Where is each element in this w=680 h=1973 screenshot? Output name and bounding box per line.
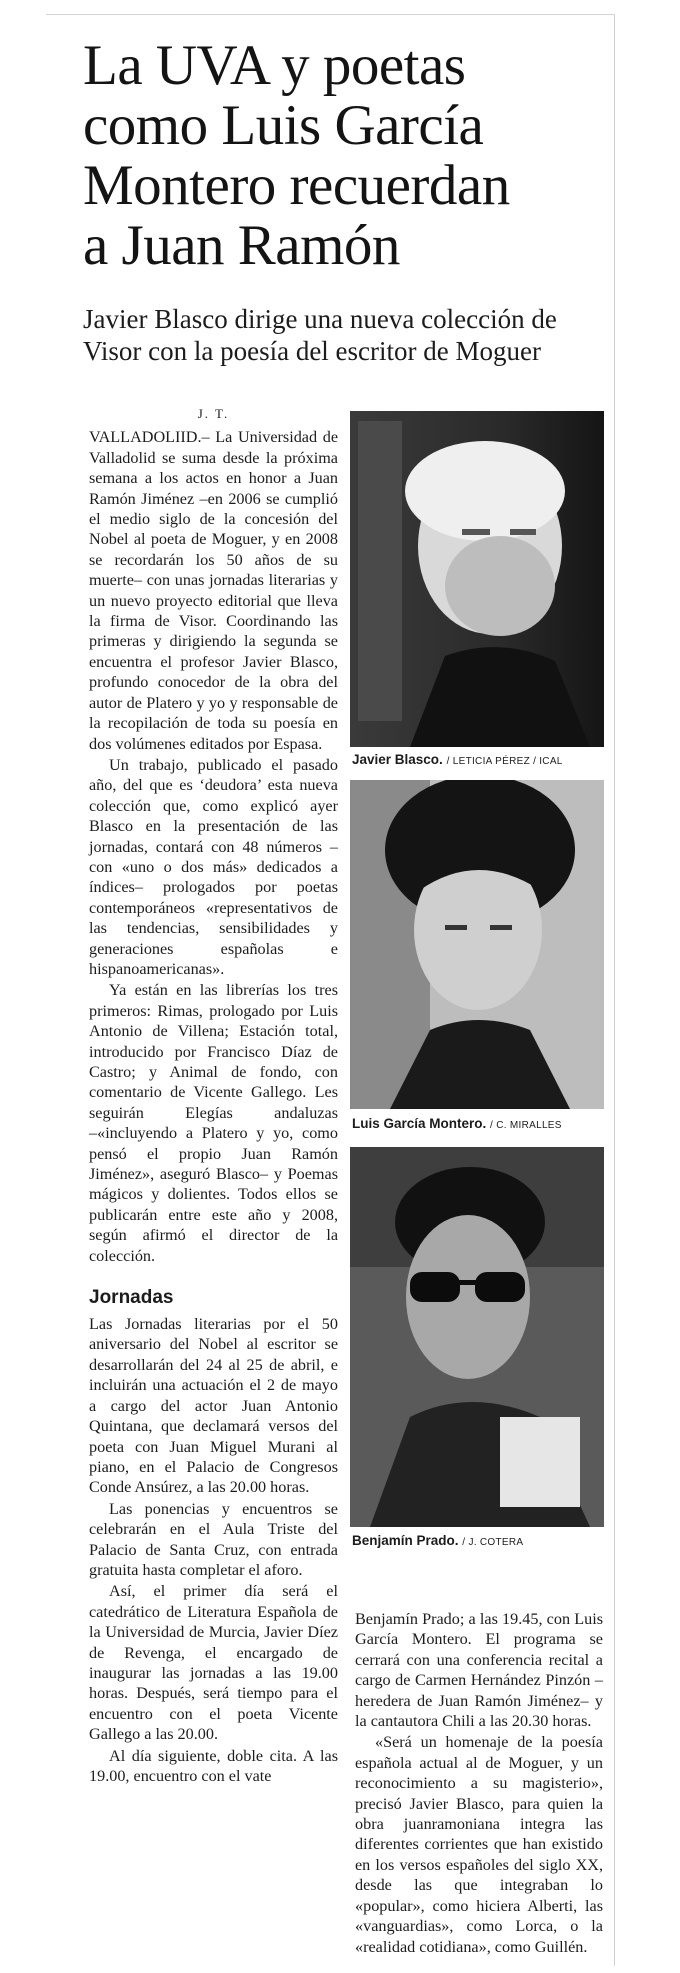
photo-caption [352, 1116, 606, 1131]
article-paragraph: Benjamín Prado; a las 19.45, con Luis García Montero. El programa se cerrará con una conferencia recital a cargo de Carmen Hernández Pinzón –heredera de Juan Ramón Jiménez– y la cantautora Chili a las 20.30 horas. [355, 1610, 603, 1731]
caption-name: Javier Blasco. [352, 752, 443, 767]
subtitle [83, 303, 603, 367]
photo-caption [352, 752, 606, 767]
article-paragraph: Ya están en las librerías los tres primeros: Rimas, prologado por Luis Antonio de Villena; Estación total, introducido por Francisco Díaz de Castro; y Animal de fondo, con comentario de Vicente Gallego. Les seguirán Elegías andaluzas –«incluyendo a Platero y yo, como pensó el propio Juan Ramón Jiménez», aseguró Blasco– y Poemas mágicos y dolientes. Todos ellos se publicarán entre este año y 2008, según afirmó el director de la colección. [89, 981, 338, 1265]
caption-name: Benjamín Prado. [352, 1533, 459, 1548]
headline [83, 36, 603, 276]
photo-benjamin-prado [350, 1147, 604, 1527]
article-paragraph: Al día siguiente, doble cita. A las 19.00, encuentro con el vate [89, 1746, 338, 1785]
subtitle-line: Javier Blasco dirige una nueva colección de [83, 304, 557, 334]
headline-line: a Juan Ramón [83, 214, 400, 277]
photo-luis-garcia-montero [350, 780, 604, 1109]
byline: J. T. [197, 406, 230, 421]
caption-credit: / C. MIRALLES [490, 1120, 562, 1131]
caption-credit: / LETICIA PÉREZ / ICAL [446, 756, 563, 767]
page-frame-right-rule [614, 14, 615, 1966]
headline-line: La UVA y poetas [83, 34, 466, 97]
article-column-left [89, 404, 338, 1786]
section-heading: Jornadas [89, 1287, 174, 1309]
article-paragraph: VALLADOLIID.– La Universidad de Valladolid se suma desde la próxima semana a los actos en honor a Juan Ramón Jiménez –en 2006 se cumplió el medio siglo de la concesión del Nobel al poeta de Moguer, y en 2008 se recordarán los 50 años de su muerte– con unas jornadas literarias y un nuevo proyecto editorial que lleva la firma de Visor. Coordinando las primeras y dirigiendo la segunda se encuentra el profesor Javier Blasco, profundo conocedor de la obra del autor de Platero y yo y responsable de la recopilación de toda su poesía en dos volúmenes editados por Espasa. [89, 428, 338, 753]
caption-name: Luis García Montero. [352, 1116, 487, 1131]
article-paragraph: «Será un homenaje de la poesía española actual al de Moguer, y un reconocimiento a su magisterio», precisó Javier Blasco, para quien la obra juanramoniana integra las diferentes corrientes que han existido en los versos españoles del siglo XX, desde las que integraban lo «popular», como hiciera Alberti, las «vanguardias», como Lorca, o la «realidad cotidiana», como Guillén. [355, 1733, 603, 1956]
article-paragraph: Las ponencias y encuentros se celebrarán en el Aula Triste del Palacio de Santa Cruz, con entrada gratuita hasta completar el aforo. [89, 1499, 338, 1579]
article-paragraph: Un trabajo, publicado el pasado año, del que es ‘deudora’ esta nueva colección que, como explicó ayer Blasco en la presentación de las jornadas, contará con 48 números –con «uno o dos más» dedicados a índices– prologados por poetas contemporáneos «representativos de las tendencias, sensibilidades y generaciones españolas e hispanoamericanas». [89, 755, 338, 978]
photo-javier-blasco [350, 411, 604, 747]
headline-line: Montero recuerdan [83, 154, 510, 217]
caption-credit: / J. COTERA [462, 1537, 524, 1548]
article-paragraph: Las Jornadas literarias por el 50 aniversario del Nobel al escritor se desarrollarán del 24 al 25 de abril, e incluirán una actuación el 2 de mayo a cargo del actor Juan Antonio Quintana, que declamará versos del poeta con Juan Miguel Murani al piano, en el Palacio de Congresos Conde Ansúrez, a las 20.00 horas. [89, 1315, 338, 1497]
page-frame-top-rule [46, 14, 614, 15]
headline-line: como Luis García [83, 94, 484, 157]
subtitle-line: Visor con la poesía del escritor de Moguer [83, 336, 541, 366]
photo-caption [352, 1533, 606, 1548]
article-paragraph: Así, el primer día será el catedrático de Literatura Española de la Universidad de Murcia, Javier Díez de Revenga, el encargado de inaugurar las jornadas a las 19.00 horas. Después, será tiempo para el encuentro con el poeta Vicente Gallego a las 20.00. [89, 1582, 338, 1744]
article-column-right [355, 1609, 603, 1957]
